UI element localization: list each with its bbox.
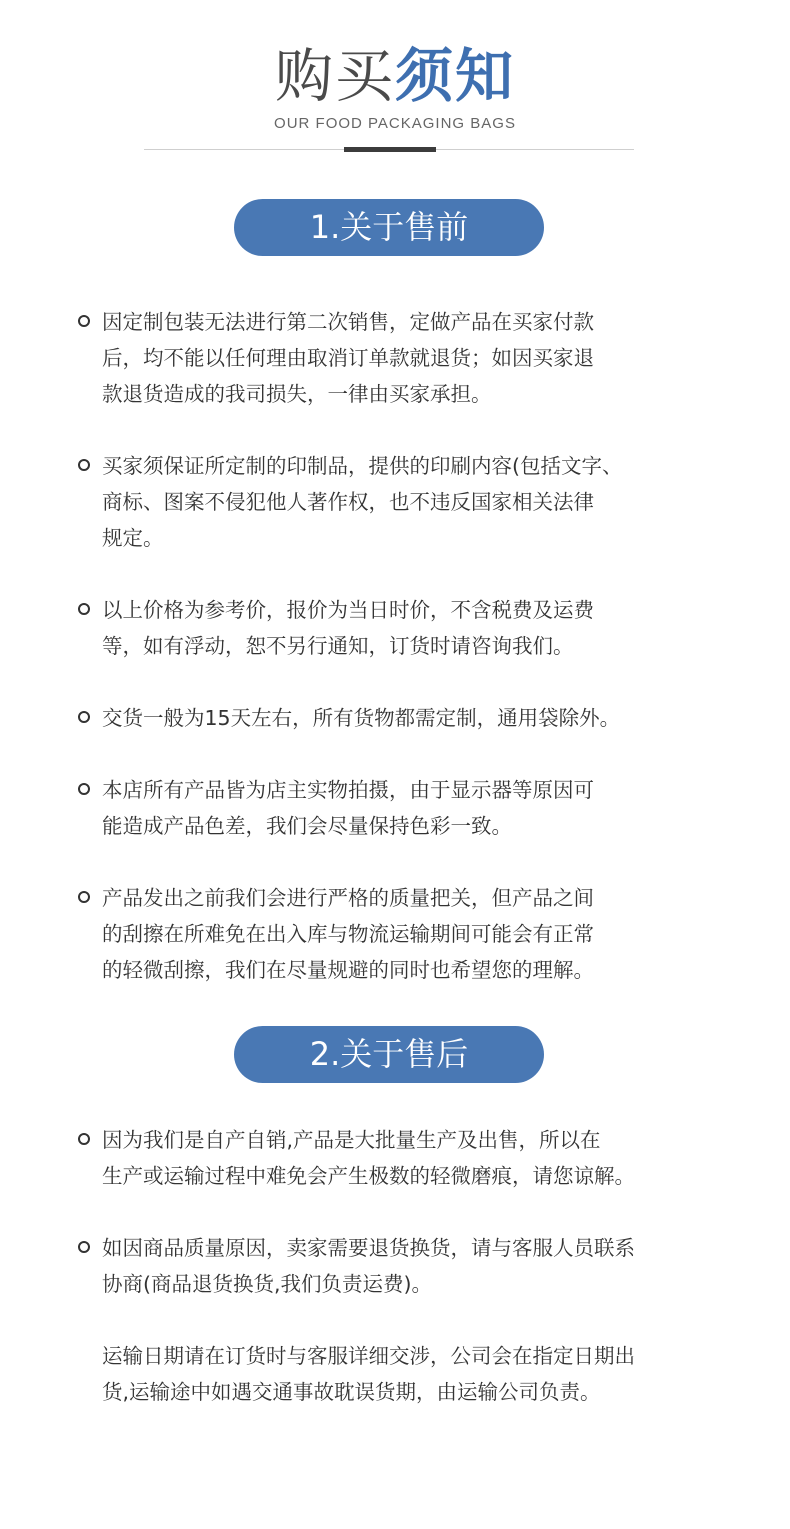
list-item-text: 买家须保证所定制的印制品，提供的印刷内容(包括文字、 商标、图案不侵犯他人著作权，也不违反国家相关法律 规定。 [102, 454, 623, 550]
circle-bullet-icon [78, 315, 90, 327]
list-item [78, 592, 728, 664]
list-item-text: 因定制包装无法进行第二次销售，定做产品在买家付款 后，均不能以任何理由取消订单款就退货；如因买家退 款退货造成的我司损失，一律由买家承担。 [102, 310, 594, 406]
page-subtitle: OUR FOOD PACKAGING BAGS [274, 115, 516, 132]
section-title-aftersale: 2.关于售后 [234, 1026, 544, 1083]
page-title-light: 购买 [274, 42, 395, 110]
list-item [78, 304, 728, 412]
list-item-text: 如因商品质量原因，卖家需要退货换货，请与客服人员联系 协商(商品退货换货,我们负责运费)。 [102, 1236, 635, 1296]
header-divider-accent [344, 147, 436, 152]
list-item-text: 以上价格为参考价，报价为当日时价，不含税费及运费 等，如有浮动，恕不另行通知，订货时请咨询我们。 [102, 598, 594, 658]
list-item-text: 产品发出之前我们会进行严格的质量把关，但产品之间 的刮擦在所难免在出入库与物流运输期间可能会有正常 的轻微刮擦，我们在尽量规避的同时也希望您的理解。 [102, 886, 594, 982]
shipping-note-text: 运输日期请在订货时与客服详细交涉，公司会在指定日期出 货,运输途中如遇交通事故耽误货期，由运输公司负责。 [102, 1344, 635, 1404]
circle-bullet-icon [78, 1133, 90, 1145]
list-item-text: 本店所有产品皆为店主实物拍摄，由于显示器等原因可 能造成产品色差，我们会尽量保持色彩一致。 [102, 778, 594, 838]
list-item [78, 700, 728, 736]
circle-bullet-icon [78, 603, 90, 615]
shipping-note [78, 1338, 728, 1410]
list-item-text: 交货一般为15天左右，所有货物都需定制，通用袋除外。 [102, 706, 621, 730]
list-item [78, 448, 728, 556]
list-item [78, 772, 728, 844]
circle-bullet-icon [78, 459, 90, 471]
list-item-text: 因为我们是自产自销,产品是大批量生产及出售，所以在 生产或运输过程中难免会产生极数的轻微磨痕，请您谅解。 [102, 1128, 635, 1188]
circle-bullet-icon [78, 1241, 90, 1253]
page-title [0, 40, 790, 112]
list-item [78, 880, 728, 988]
circle-bullet-icon [78, 783, 90, 795]
section-title-presale: 1.关于售前 [234, 199, 544, 256]
circle-bullet-icon [78, 711, 90, 723]
list-item [78, 1122, 728, 1194]
page-title-bold: 须知 [395, 42, 516, 110]
list-item [78, 1230, 728, 1302]
circle-bullet-icon [78, 891, 90, 903]
